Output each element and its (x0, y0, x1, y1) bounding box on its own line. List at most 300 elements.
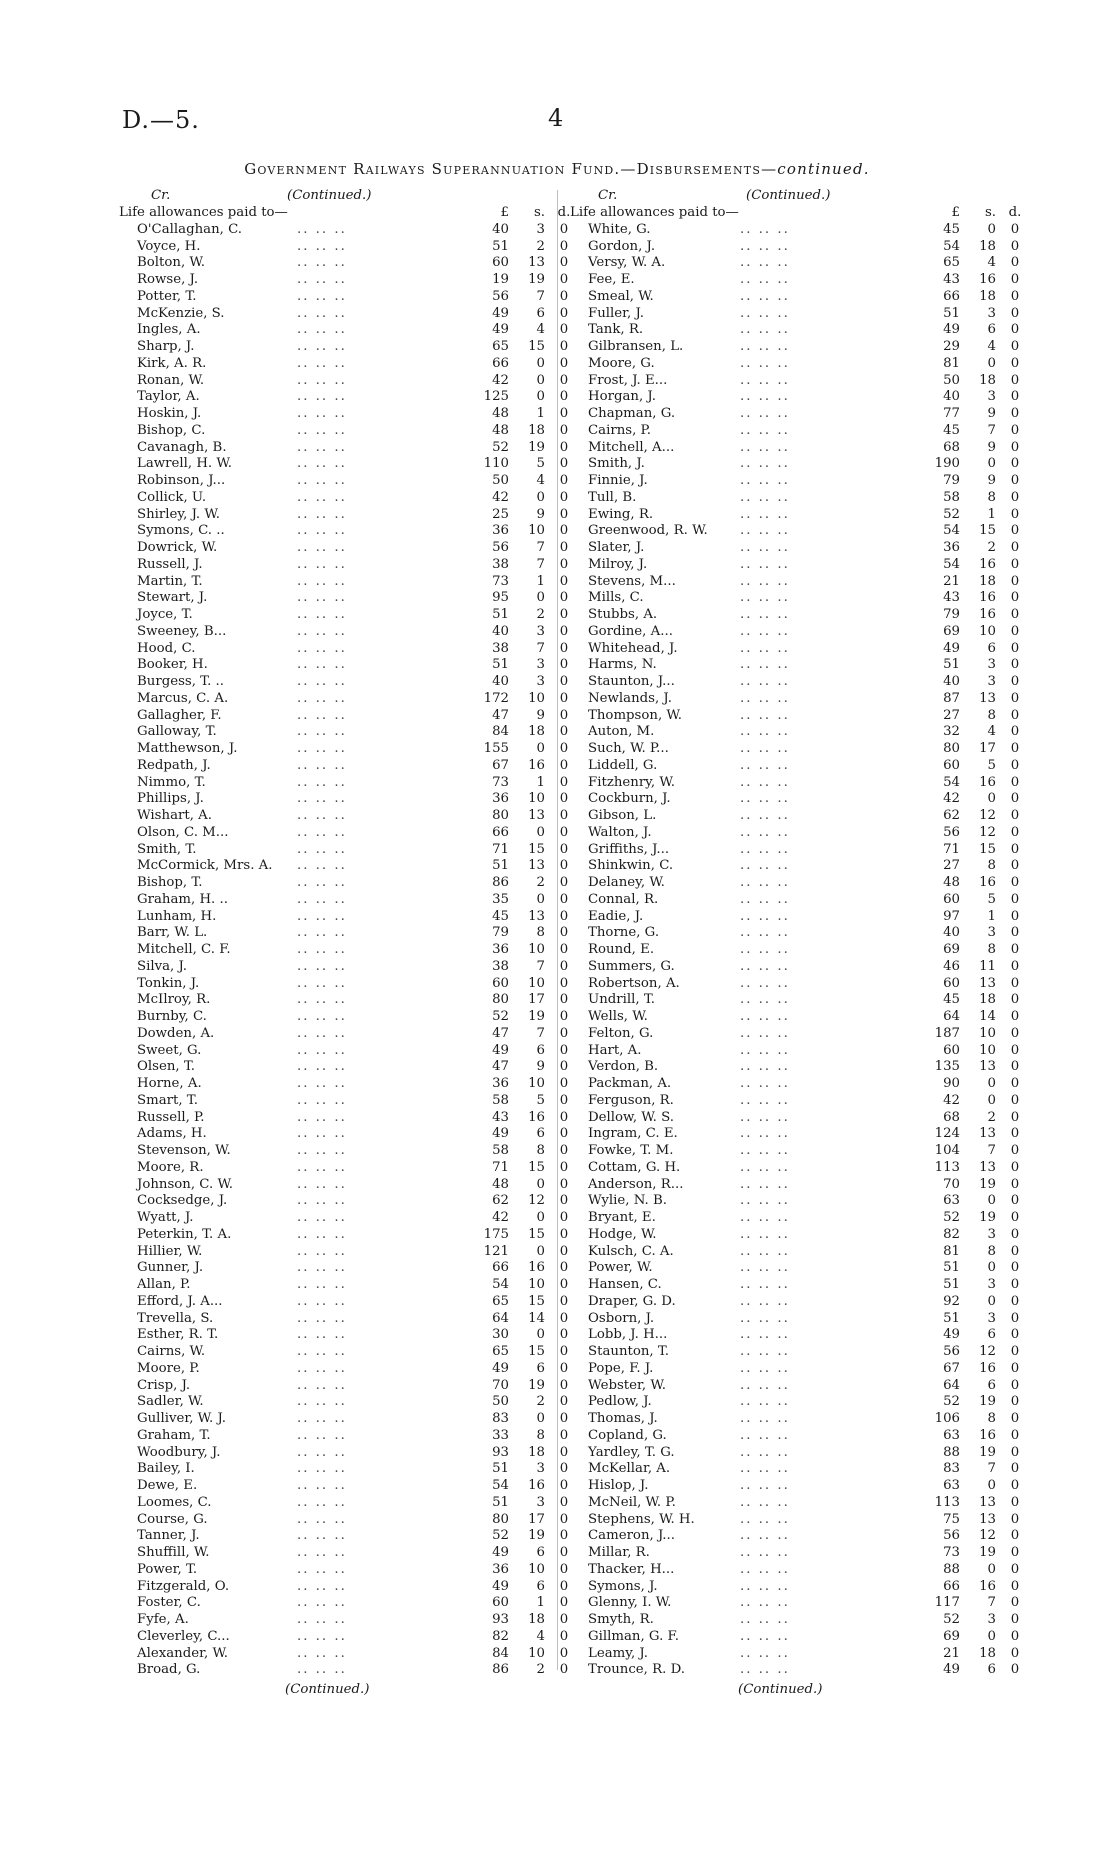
payee-name: Sharp, J. (137, 339, 195, 354)
shillings-cell: 8 (987, 489, 996, 505)
leader-dots: .. .. .. (297, 858, 347, 874)
shillings-cell: 13 (528, 908, 545, 924)
table-row (570, 892, 1026, 909)
payee-name: Verdon, B. (588, 1059, 659, 1075)
pounds-cell: 73 (492, 774, 509, 790)
pence-cell: 0 (1010, 741, 1020, 756)
table-row (119, 1126, 575, 1143)
payee-name: Whitehead, J. (588, 640, 678, 656)
leader-dots: .. .. .. (740, 255, 790, 271)
shillings-cell: 4 (536, 322, 545, 338)
payee-name: Hodge, W. (588, 1226, 657, 1242)
shillings-header: s. (533, 205, 545, 220)
payee-name: White, G. (588, 221, 651, 237)
pounds-cell: 51 (492, 238, 509, 254)
leader-dots: .. .. .. (740, 975, 790, 991)
pounds-cell: 40 (943, 674, 960, 689)
shillings-cell: 13 (979, 1059, 996, 1075)
pence-cell: 0 (559, 1109, 569, 1125)
shillings-cell: 13 (528, 808, 545, 823)
leader-dots: .. .. .. (297, 456, 347, 472)
pence-cell: 0 (559, 1327, 569, 1343)
pounds-cell: 49 (492, 305, 509, 321)
pence-cell: 0 (1010, 238, 1020, 254)
continued-footer: (Continued.) (285, 1682, 370, 1697)
pence-cell: 0 (559, 540, 569, 555)
pounds-cell: 172 (483, 690, 509, 706)
shillings-cell: 16 (979, 875, 996, 890)
pence-cell: 0 (1010, 1243, 1020, 1259)
pounds-cell: 77 (943, 406, 960, 421)
shillings-cell: 16 (979, 1360, 996, 1376)
leader-dots: .. .. .. (740, 724, 790, 740)
leader-dots: .. .. .. (297, 1327, 347, 1343)
table-row (119, 289, 575, 306)
pounds-cell: 86 (492, 1662, 509, 1678)
pence-cell: 0 (559, 1210, 569, 1225)
leader-dots: .. .. .. (740, 891, 790, 907)
pence-cell: 0 (559, 1092, 569, 1108)
pence-cell: 0 (559, 272, 569, 287)
pence-cell: 0 (1010, 1327, 1020, 1343)
shillings-cell: 0 (987, 1092, 996, 1108)
payee-name: Robertson, A. (588, 975, 680, 991)
pounds-cell: 49 (492, 1578, 509, 1594)
shillings-cell: 19 (528, 1009, 545, 1024)
pence-cell: 0 (1010, 1159, 1020, 1175)
table-row (570, 239, 1026, 256)
pounds-cell: 66 (492, 824, 509, 840)
table-row (570, 423, 1026, 440)
payee-name: Pedlow, J. (588, 1394, 652, 1410)
shillings-cell: 3 (536, 1461, 545, 1477)
payee-name: Shirley, J. W. (137, 506, 220, 522)
pence-cell: 0 (1010, 1210, 1020, 1225)
pence-cell: 0 (559, 473, 569, 488)
pounds-cell: 63 (943, 1478, 960, 1493)
pence-cell: 0 (1010, 288, 1020, 304)
pence-cell: 0 (1010, 540, 1020, 555)
table-row (119, 791, 575, 808)
payee-name: Smyth, R. (588, 1612, 654, 1627)
payee-name: Moore, R. (137, 1159, 204, 1175)
pounds-cell: 36 (943, 540, 960, 555)
pence-cell: 0 (559, 623, 569, 639)
shillings-cell: 15 (528, 1344, 545, 1359)
leader-dots: .. .. .. (297, 757, 347, 773)
leader-dots: .. .. .. (297, 1461, 347, 1477)
table-row (570, 1277, 1026, 1294)
table-row (119, 992, 575, 1009)
pence-cell: 0 (1010, 355, 1020, 371)
leader-dots: .. .. .. (740, 623, 790, 639)
shillings-cell: 1 (536, 1595, 545, 1611)
table-row (570, 574, 1026, 591)
table-row (570, 1545, 1026, 1562)
pounds-cell: 65 (492, 1293, 509, 1309)
pence-cell: 0 (559, 389, 569, 405)
payee-name: Burgess, T. .. (137, 674, 224, 689)
payee-name: Russell, P. (137, 1109, 205, 1125)
pounds-cell: 54 (943, 556, 960, 572)
payee-name: Potter, T. (137, 288, 197, 304)
shillings-header: s. (984, 205, 996, 220)
pounds-cell: 71 (943, 841, 960, 857)
leader-dots: .. .. .. (740, 523, 790, 539)
pence-cell: 0 (559, 406, 569, 421)
leader-dots: .. .. .. (740, 657, 790, 673)
pence-cell: 0 (1010, 640, 1020, 656)
leader-dots: .. .. .. (740, 1444, 790, 1460)
shillings-cell: 9 (987, 406, 996, 421)
leader-dots: .. .. .. (740, 1528, 790, 1544)
table-row (570, 406, 1026, 423)
payee-name: Thorne, G. (588, 925, 660, 941)
shillings-cell: 15 (979, 841, 996, 857)
leader-dots: .. .. .. (740, 774, 790, 790)
payee-name: Olson, C. M... (137, 824, 229, 840)
leader-dots: .. .. .. (297, 1511, 347, 1527)
continued-label: (Continued.) (287, 188, 372, 203)
leader-dots: .. .. .. (740, 958, 790, 974)
section-header-row (119, 205, 575, 222)
table-row (570, 1612, 1026, 1629)
pence-cell: 0 (559, 875, 569, 890)
leader-dots: .. .. .. (297, 1226, 347, 1242)
pence-cell: 0 (1010, 1059, 1020, 1075)
payee-name: Frost, J. E... (588, 372, 668, 388)
leader-dots: .. .. .. (740, 1059, 790, 1075)
left-column (119, 188, 575, 1699)
payee-name: Smart, T. (137, 1092, 198, 1108)
shillings-cell: 0 (536, 824, 545, 840)
pence-cell: 0 (1010, 372, 1020, 388)
leader-dots: .. .. .. (740, 992, 790, 1008)
table-row (119, 1579, 575, 1596)
table-row (570, 523, 1026, 540)
pounds-cell: 36 (492, 523, 509, 539)
shillings-cell: 13 (979, 1159, 996, 1175)
payee-name: Cairns, P. (588, 422, 652, 438)
pounds-cell: 25 (492, 506, 509, 522)
payee-name: Newlands, J. (588, 690, 672, 706)
payee-name: Foster, C. (137, 1595, 201, 1611)
pence-cell: 0 (559, 1226, 569, 1242)
payee-name: Phillips, J. (137, 791, 204, 807)
section-header: Life allowances paid to— (119, 205, 288, 220)
pence-cell: 0 (1010, 1226, 1020, 1242)
payee-name: Ingles, A. (137, 322, 201, 338)
payee-name: Alexander, W. (137, 1645, 229, 1661)
pounds-cell: 69 (943, 623, 960, 639)
leader-dots: .. .. .. (740, 1159, 790, 1175)
table-row (119, 389, 575, 406)
pounds-cell: 62 (492, 1193, 509, 1209)
payee-name: Gordon, J. (588, 238, 656, 254)
payee-name: Kirk, A. R. (137, 355, 207, 371)
shillings-cell: 10 (528, 975, 545, 991)
table-row (570, 1160, 1026, 1177)
payee-name: Graham, T. (137, 1427, 211, 1443)
table-row (570, 389, 1026, 406)
payee-name: Harms, N. (588, 657, 657, 673)
table-row (570, 909, 1026, 926)
leader-dots: .. .. .. (740, 372, 790, 388)
table-row (119, 724, 575, 741)
leader-dots: .. .. .. (297, 1628, 347, 1644)
pence-cell: 0 (559, 1394, 569, 1410)
leader-dots: .. .. .. (740, 489, 790, 505)
pounds-cell: 40 (492, 623, 509, 639)
pence-cell: 0 (1010, 1511, 1020, 1527)
shillings-cell: 18 (528, 422, 545, 438)
pence-cell: 0 (559, 1461, 569, 1477)
pounds-cell: 66 (943, 1578, 960, 1594)
leader-dots: .. .. .. (297, 958, 347, 974)
pounds-cell: 52 (492, 1009, 509, 1024)
pence-cell: 0 (1010, 1009, 1020, 1024)
pounds-cell: 52 (492, 439, 509, 455)
shillings-cell: 13 (528, 255, 545, 271)
pence-cell: 0 (1010, 1561, 1020, 1577)
leader-dots: .. .. .. (297, 489, 347, 505)
pounds-cell: 67 (492, 757, 509, 773)
shillings-cell: 10 (528, 1561, 545, 1577)
table-row (570, 1126, 1026, 1143)
shillings-cell: 17 (528, 1511, 545, 1527)
pounds-cell: 66 (943, 288, 960, 304)
payee-name: Cottam, G. H. (588, 1159, 681, 1175)
leader-dots: .. .. .. (297, 406, 347, 421)
shillings-cell: 7 (987, 422, 996, 438)
pence-cell: 0 (559, 339, 569, 354)
pounds-cell: 51 (943, 1310, 960, 1326)
pounds-cell: 60 (943, 757, 960, 773)
table-row (570, 808, 1026, 825)
pence-cell: 0 (559, 523, 569, 539)
leader-dots: .. .. .. (297, 422, 347, 438)
shillings-cell: 2 (987, 540, 996, 555)
table-row (119, 1110, 575, 1127)
pounds-cell: 40 (943, 389, 960, 405)
shillings-cell: 2 (536, 875, 545, 890)
pounds-cell: 93 (492, 1444, 509, 1460)
table-row (119, 1344, 575, 1361)
table-row (119, 373, 575, 390)
table-row (570, 1495, 1026, 1512)
pounds-cell: 65 (492, 1344, 509, 1359)
payee-name: Gillman, G. F. (588, 1628, 679, 1644)
table-row (570, 842, 1026, 859)
pence-cell: 0 (559, 992, 569, 1008)
shillings-cell: 10 (979, 1042, 996, 1058)
shillings-cell: 9 (987, 473, 996, 488)
payee-name: Stevens, M... (588, 573, 676, 589)
pence-cell: 0 (559, 506, 569, 522)
pounds-cell: 51 (943, 657, 960, 673)
payee-name: Wishart, A. (137, 808, 212, 823)
payee-name: Mills, C. (588, 590, 644, 606)
pence-cell: 0 (559, 741, 569, 756)
table-row (570, 1093, 1026, 1110)
payee-name: Milroy, J. (588, 556, 648, 572)
pence-cell: 0 (1010, 1645, 1020, 1661)
leader-dots: .. .. .. (740, 1076, 790, 1091)
shillings-cell: 18 (979, 372, 996, 388)
pence-cell: 0 (559, 1076, 569, 1091)
leader-dots: .. .. .. (740, 1293, 790, 1309)
shillings-cell: 7 (536, 556, 545, 572)
pence-cell: 0 (559, 556, 569, 572)
leader-dots: .. .. .. (740, 841, 790, 857)
payee-name: Thacker, H... (588, 1561, 675, 1577)
shillings-cell: 3 (536, 623, 545, 639)
table-row (570, 624, 1026, 641)
pence-cell: 0 (559, 1511, 569, 1527)
payee-name: Shinkwin, C. (588, 858, 674, 874)
shillings-cell: 1 (536, 774, 545, 790)
table-row (570, 741, 1026, 758)
table-row (570, 1009, 1026, 1026)
pounds-cell: 52 (492, 1528, 509, 1544)
pounds-header: £ (500, 205, 509, 220)
leader-dots: .. .. .. (740, 1009, 790, 1024)
leader-dots: .. .. .. (740, 1427, 790, 1443)
leader-dots: .. .. .. (740, 1042, 790, 1058)
table-row (119, 1193, 575, 1210)
pounds-cell: 70 (492, 1377, 509, 1393)
shillings-cell: 7 (536, 640, 545, 656)
pounds-cell: 54 (492, 1478, 509, 1493)
pence-cell: 0 (559, 757, 569, 773)
shillings-cell: 0 (536, 372, 545, 388)
payee-name: Russell, J. (137, 556, 203, 572)
pounds-cell: 43 (492, 1109, 509, 1125)
payee-name: Cocksedge, J. (137, 1193, 228, 1209)
continued-footer: (Continued.) (738, 1682, 823, 1697)
shillings-cell: 10 (528, 1645, 545, 1661)
payee-name: Sweeney, B... (137, 623, 227, 639)
table-row (119, 222, 575, 239)
table-row (119, 1244, 575, 1261)
payee-name: Trevella, S. (137, 1310, 214, 1326)
payee-name: Auton, M. (588, 724, 655, 740)
leader-dots: .. .. .. (297, 573, 347, 589)
pounds-cell: 113 (934, 1159, 960, 1175)
leader-dots: .. .. .. (740, 1092, 790, 1108)
pence-cell: 0 (1010, 657, 1020, 673)
shillings-cell: 6 (987, 640, 996, 656)
payee-name: Liddell, G. (588, 757, 658, 773)
leader-dots: .. .. .. (297, 925, 347, 941)
table-row (570, 691, 1026, 708)
table-row (570, 1394, 1026, 1411)
table-row (570, 1311, 1026, 1328)
leader-dots: .. .. .. (297, 540, 347, 555)
shillings-cell: 6 (987, 322, 996, 338)
table-row (119, 1394, 575, 1411)
leader-dots: .. .. .. (740, 1310, 790, 1326)
pounds-cell: 49 (492, 1042, 509, 1058)
pounds-cell: 38 (492, 556, 509, 572)
pounds-cell: 124 (934, 1126, 960, 1142)
shillings-cell: 9 (536, 506, 545, 522)
leader-dots: .. .. .. (740, 456, 790, 472)
pence-cell: 0 (559, 707, 569, 723)
pence-cell: 0 (1010, 456, 1020, 472)
payee-name: Mitchell, C. F. (137, 942, 231, 957)
table-row (119, 239, 575, 256)
leader-dots: .. .. .. (297, 875, 347, 890)
pounds-cell: 75 (943, 1511, 960, 1527)
pence-cell: 0 (559, 841, 569, 857)
pence-cell: 0 (1010, 1176, 1020, 1192)
column-footer (119, 1679, 575, 1699)
shillings-cell: 4 (987, 255, 996, 271)
payee-name: Glenny, I. W. (588, 1595, 672, 1611)
payee-name: Lunham, H. (137, 908, 217, 924)
payee-name: Bishop, C. (137, 422, 206, 438)
payee-name: Staunton, T. (588, 1344, 670, 1359)
payee-name: Greenwood, R. W. (588, 523, 708, 539)
table-row (570, 1512, 1026, 1529)
pence-cell: 0 (1010, 1277, 1020, 1292)
shillings-cell: 6 (536, 1360, 545, 1376)
table-row (570, 1411, 1026, 1428)
pence-cell: 0 (559, 1595, 569, 1611)
pounds-cell: 73 (943, 1545, 960, 1560)
shillings-cell: 6 (536, 1126, 545, 1142)
payee-name: Horne, A. (137, 1076, 202, 1091)
payee-name: Fyfe, A. (137, 1612, 189, 1627)
table-row (570, 1043, 1026, 1060)
shillings-cell: 18 (979, 1645, 996, 1661)
leader-dots: .. .. .. (740, 422, 790, 438)
leader-dots: .. .. .. (297, 1126, 347, 1142)
pence-cell: 0 (1010, 690, 1020, 706)
payee-name: Booker, H. (137, 657, 208, 673)
pounds-cell: 113 (934, 1494, 960, 1510)
payee-name: Loomes, C. (137, 1494, 212, 1510)
leader-dots: .. .. .. (740, 741, 790, 756)
shillings-cell: 1 (987, 506, 996, 522)
table-row (570, 373, 1026, 390)
pence-header: d. (557, 205, 571, 220)
shillings-cell: 0 (987, 1193, 996, 1209)
pounds-cell: 88 (943, 1444, 960, 1460)
shillings-cell: 3 (536, 1494, 545, 1510)
leader-dots: .. .. .. (297, 506, 347, 522)
table-row (119, 1646, 575, 1663)
shillings-cell: 19 (528, 1377, 545, 1393)
pounds-cell: 79 (943, 607, 960, 622)
shillings-cell: 7 (536, 540, 545, 555)
pence-cell: 0 (559, 1377, 569, 1393)
table-row (119, 1562, 575, 1579)
table-row (119, 423, 575, 440)
leader-dots: .. .. .. (297, 1059, 347, 1075)
pence-cell: 0 (1010, 1444, 1020, 1460)
pence-cell: 0 (1010, 607, 1020, 622)
payee-name: Tank, R. (588, 322, 644, 338)
leader-dots: .. .. .. (740, 640, 790, 656)
pounds-cell: 83 (492, 1411, 509, 1426)
pounds-cell: 71 (492, 841, 509, 857)
table-row (119, 1378, 575, 1395)
payee-name: Ferguson, R. (588, 1092, 674, 1108)
leader-dots: .. .. .. (297, 1612, 347, 1627)
leader-dots: .. .. .. (740, 339, 790, 354)
